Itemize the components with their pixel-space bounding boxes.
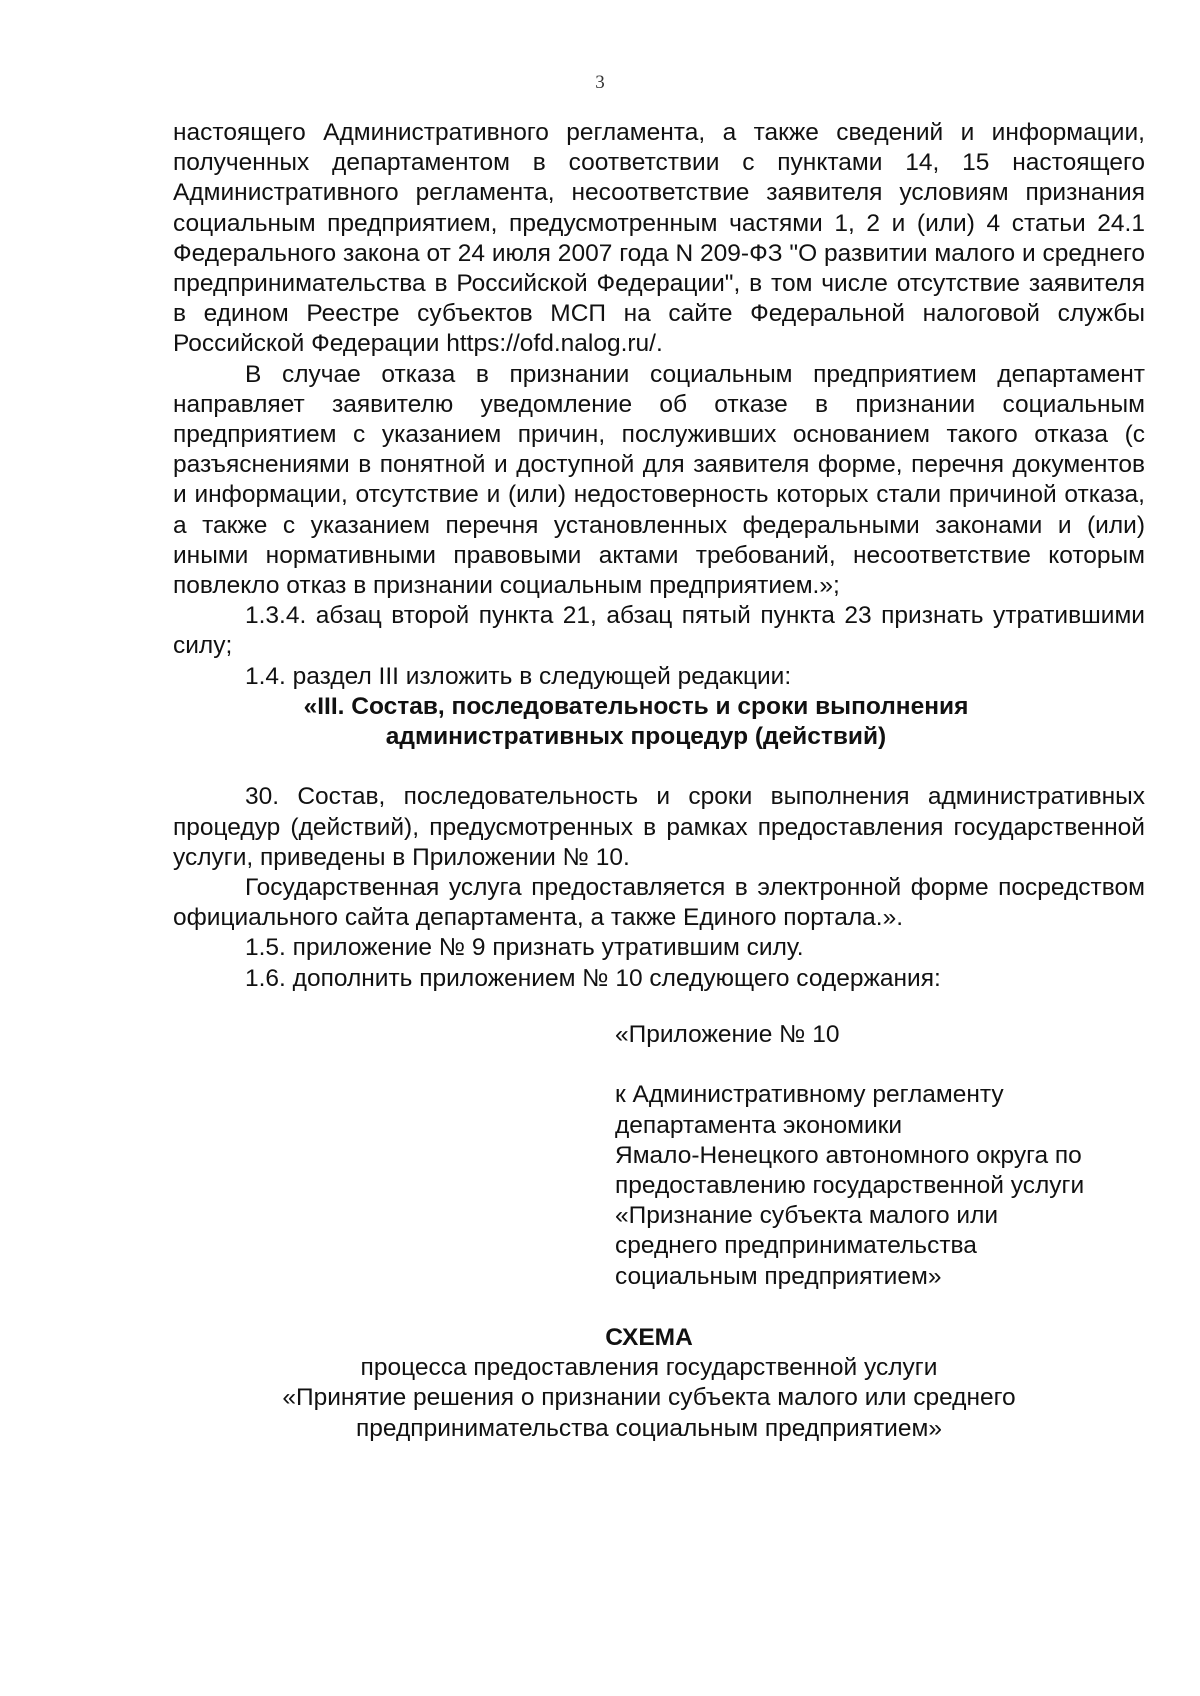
- paragraph-refusal-notice: В случае отказа в признании социальным предприятием департамент направляет заявителю уведомление об отказе в признании социальным предприятием с указанием причин, послуживших основанием такого отказа (с разъяснениями в понятной и доступной для заявителя форме, перечня документов и информации, отсутствие и (или) недостоверность которых стали причиной отказа, а также с указанием перечня установленных федеральными законами и (или) иными нормативными правовыми актами требований, несоответствие которым повлекло отказ в признании социальным предприятием.»;: [173, 360, 1145, 600]
- appendix-title: «Приложение № 10: [615, 1021, 840, 1048]
- section-heading-line-2: административных процедур (действий): [385, 723, 887, 751]
- paragraph-1-4: 1.4. раздел III изложить в следующей редакции:: [245, 662, 792, 690]
- appendix-line: среднего предпринимательства: [615, 1232, 977, 1260]
- appendix-blank-line: [615, 1050, 1155, 1080]
- appendix-line: департамента экономики: [615, 1111, 903, 1139]
- scheme-heading-block: [173, 1323, 1145, 1444]
- paragraph-continuation: настоящего Административного регламента, а также сведений и информации, полученных департаментом в соответствии с пунктами 14, 15 настоящего Административного регламента, несоответствие заявителя условиям признания социальным предприятием, предусмотренным частями 1, 2 и (или) 4 статьи 24.1 Федерального закона от 24 июля 2007 года N 209-ФЗ "О развитии малого и среднего предпринимательства в Российской Федерации", в том числе отсутствие заявителя в едином Реестре субъектов МСП на сайте Федеральной налоговой службы Российской Федерации https://ofd.nalog.ru/.: [173, 119, 1145, 358]
- scheme-subtitle-line: процесса предоставления государственной услуги: [360, 1354, 938, 1382]
- scheme-subtitle-line: предпринимательства социальным предприятием»: [356, 1414, 942, 1442]
- blank-line: [173, 752, 1145, 782]
- appendix-line: Ямало-Ненецкого автономного округа по: [615, 1141, 1082, 1169]
- paragraph-1-3-4: 1.3.4. абзац второй пункта 21, абзац пятый пункта 23 признать утратившими силу;: [173, 602, 1145, 660]
- scheme-subtitle-line: «Принятие решения о признании субъекта малого или среднего: [282, 1384, 1016, 1412]
- section-heading-line-1: «III. Состав, последовательность и сроки выполнения: [303, 692, 969, 720]
- appendix-line: к Административному регламенту: [615, 1081, 1004, 1109]
- document-body: [173, 118, 1145, 994]
- appendix-line: «Признание субъекта малого или: [615, 1202, 999, 1230]
- paragraph-30: 30. Состав, последовательность и сроки выполнения административных процедур (действий), предусмотренных в рамках предоставления государственной услуги, приведены в Приложении № 10.: [173, 783, 1145, 871]
- paragraph-1-6: 1.6. дополнить приложением № 10 следующего содержания:: [245, 964, 941, 992]
- page-number: 3: [595, 72, 605, 93]
- appendix-line: социальным предприятием»: [615, 1262, 942, 1290]
- paragraph-electronic-form: Государственная услуга предоставляется в электронной форме посредством официального сайта департамента, а также Единого портала.».: [173, 874, 1145, 932]
- appendix-block: [615, 1020, 1155, 1292]
- scheme-title: СХЕМА: [605, 1324, 693, 1351]
- appendix-line: предоставлению государственной услуги: [615, 1172, 1085, 1200]
- paragraph-1-5: 1.5. приложение № 9 признать утратившим силу.: [245, 934, 804, 962]
